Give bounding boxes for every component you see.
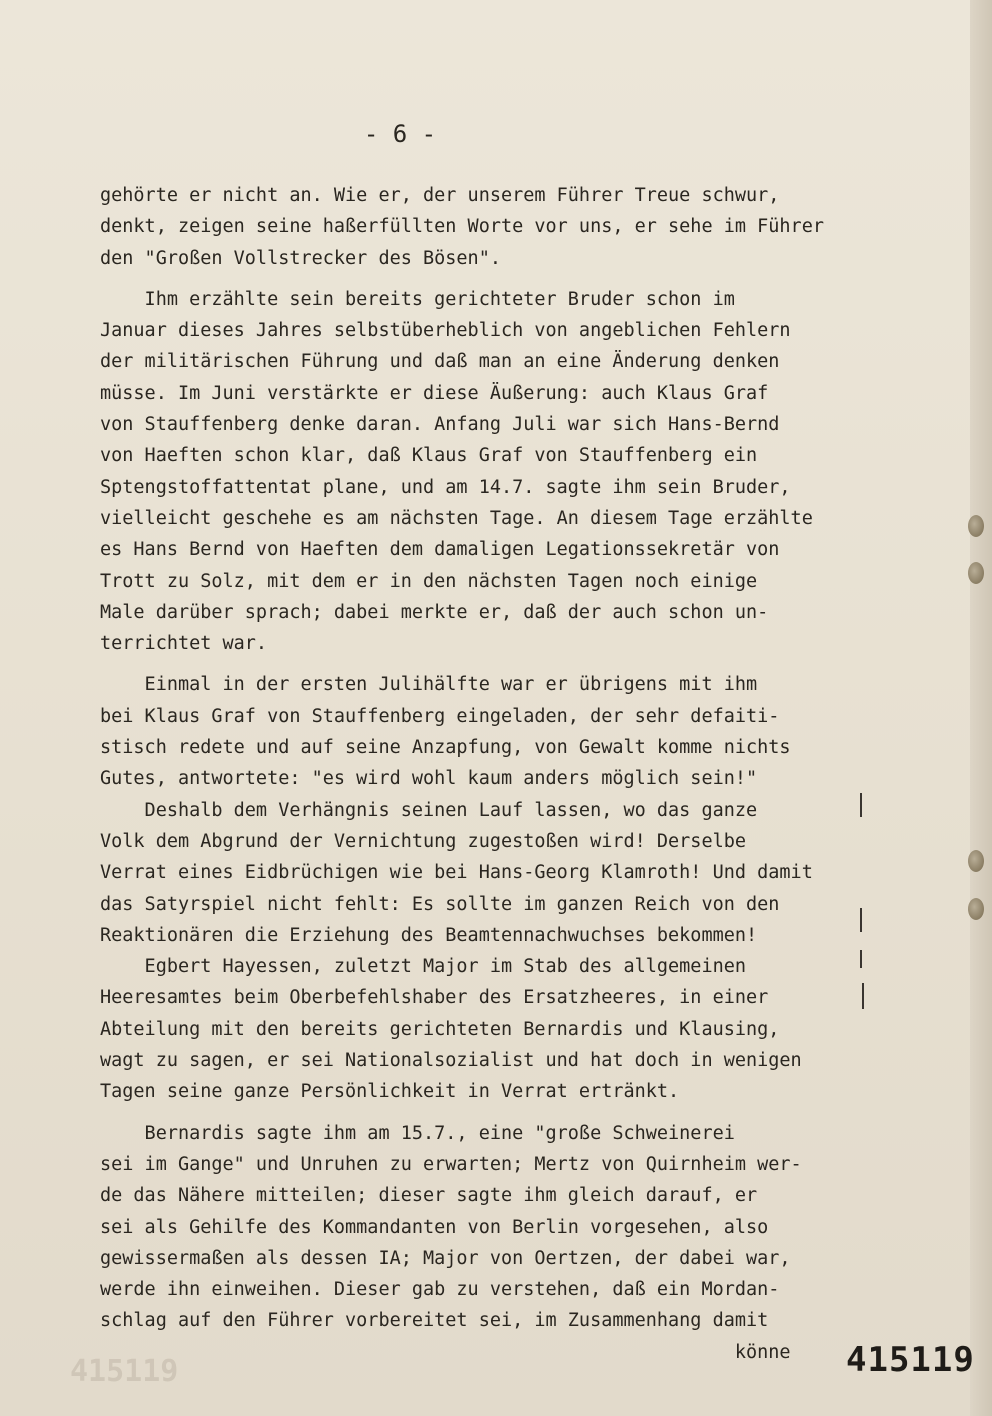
margin-mark [860, 950, 862, 968]
faint-stamp-mark: 415119 [70, 1354, 179, 1389]
text-line: stisch redete und auf seine Anzapfung, von Gewalt komme nichts [100, 737, 791, 759]
margin-mark [862, 983, 864, 1009]
paragraph-gap [100, 274, 910, 284]
text-line: Bernardis sagte ihm am 15.7., eine "große Schweinerei [100, 1122, 735, 1144]
text-line: sei als Gehilfe des Kommandanten von Berlin vorgesehen, also [100, 1216, 769, 1238]
text-line: Reaktionären die Erziehung des Beamtennachwuchses bekommen! [100, 924, 758, 946]
text-line: schlag auf den Führer vorbereitet sei, im Zusammenhang damit [100, 1310, 769, 1332]
paragraph-gap [100, 659, 910, 669]
text-line: Verrat eines Eidbrüchigen wie bei Hans-Georg Klamroth! Und damit [100, 862, 813, 884]
text-line: bei Klaus Graf von Stauffenberg eingeladen, der sehr defaiti- [100, 705, 780, 727]
text-line: sei im Gange" und Unruhen zu erwarten; Mertz von Quirnheim wer- [100, 1153, 802, 1175]
text-line: der militärischen Führung und daß man an eine Änderung denken [100, 351, 780, 373]
archive-number-stamp: 415119 [846, 1340, 975, 1380]
margin-mark [860, 793, 862, 817]
text-line: denkt, zeigen seine haßerfüllten Worte vor uns, er sehe im Führer [100, 216, 824, 238]
text-line: Egbert Hayessen, zuletzt Major im Stab des allgemeinen [100, 956, 747, 978]
punch-hole [968, 850, 984, 872]
text-line: Deshalb dem Verhängnis seinen Lauf lassen, wo das ganze [100, 799, 758, 821]
text-line: de das Nähere mitteilen; dieser sagte ihm gleich darauf, er [100, 1185, 758, 1207]
text-line: Tagen seine ganze Persönlichkeit in Verrat ertränkt. [100, 1081, 680, 1103]
text-line: es Hans Bernd von Haeften dem damaligen Legationssekretär von [100, 539, 780, 561]
text-line: müsse. Im Juni verstärkte er diese Äußerung: auch Klaus Graf [100, 382, 769, 404]
text-line: Volk dem Abgrund der Vernichtung zugestoßen wird! Derselbe [100, 830, 747, 852]
punch-hole [968, 898, 984, 920]
text-line: das Satyrspiel nicht fehlt: Es sollte im ganzen Reich von den [100, 893, 780, 915]
text-line: Trott zu Solz, mit dem er in den nächsten Tagen noch einige [100, 570, 758, 592]
text-line: gewissermaßen als dessen IA; Major von Oertzen, der dabei war, [100, 1247, 791, 1269]
text-line: wagt zu sagen, er sei Nationalsozialist und hat doch in wenigen [100, 1050, 802, 1072]
document-body [100, 180, 910, 1368]
text-line: Male darüber sprach; dabei merkte er, daß der auch schon un- [100, 601, 769, 623]
text-line: den "Großen Vollstrecker des Bösen". [100, 247, 501, 269]
text-line: von Stauffenberg denke daran. Anfang Juli war sich Hans-Bernd [100, 414, 780, 436]
text-line: terrichtet war. [100, 633, 268, 655]
margin-mark [860, 908, 862, 932]
text-line: Gutes, antwortete: "es wird wohl kaum anders möglich sein!" [100, 768, 758, 790]
page-number: - 6 - [363, 120, 437, 148]
text-line: werde ihn einweihen. Dieser gab zu verstehen, daß ein Mordan- [100, 1279, 780, 1301]
text-line: könne [100, 1341, 791, 1363]
text-line: Sptengstoffattentat plane, und am 14.7. sagte ihm sein Bruder, [100, 476, 791, 498]
punch-hole [968, 515, 984, 537]
text-line: Januar dieses Jahres selbstüberheblich von angeblichen Fehlern [100, 320, 791, 342]
punch-hole [968, 562, 984, 584]
text-line: Abteilung mit den bereits gerichteten Bernardis und Klausing, [100, 1018, 780, 1040]
text-line: Einmal in der ersten Julihälfte war er übrigens mit ihm [100, 674, 758, 696]
paragraph-gap [100, 1108, 910, 1118]
text-line: Ihm erzählte sein bereits gerichteter Bruder schon im [100, 288, 735, 310]
page-right-edge [970, 0, 992, 1416]
text-line: vielleicht geschehe es am nächsten Tage. An diesem Tage erzählte [100, 507, 813, 529]
text-line: gehörte er nicht an. Wie er, der unserem Führer Treue schwur, [100, 185, 780, 206]
text-line: Heeresamtes beim Oberbefehlshaber des Ersatzheeres, in einer [100, 987, 769, 1009]
text-line: von Haeften schon klar, daß Klaus Graf von Stauffenberg ein [100, 445, 758, 467]
